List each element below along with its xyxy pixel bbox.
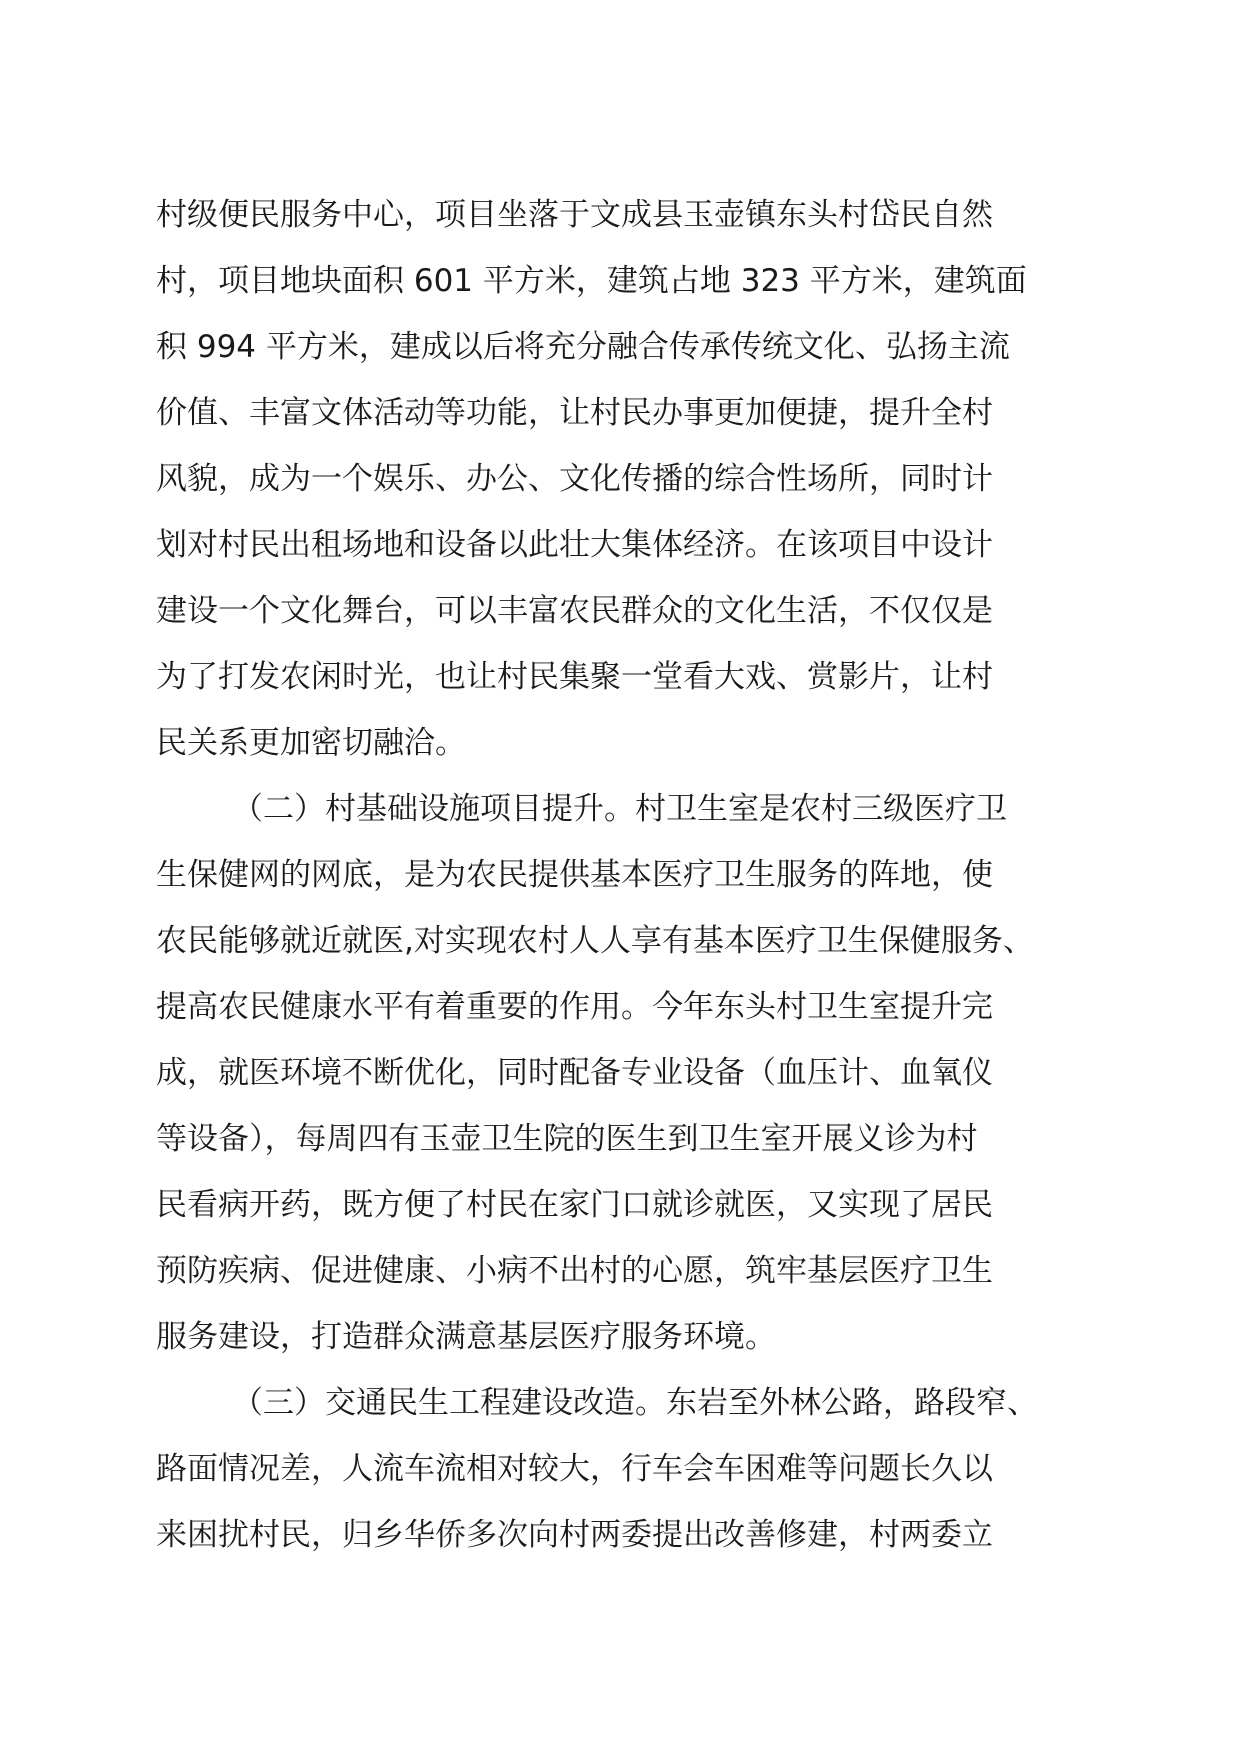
section-heading: （二）村基础设施项目提升。: [232, 791, 635, 827]
section-heading-rest: 村卫生室是农村三级医疗卫: [635, 791, 1007, 827]
paragraph-transportation: [156, 1370, 1092, 1568]
text-line: 成，就医环境不断优化，同时配备专业设备（血压计、血氧仪: [156, 1055, 993, 1091]
text-line: 农民能够就近就医,对实现农村人人享有基本医疗卫生保健服务、: [156, 923, 1034, 959]
text-line: 等设备），每周四有玉壶卫生院的医生到卫生室开展义诊为村: [156, 1121, 978, 1157]
text-line: 生保健网的网底，是为农民提供基本医疗卫生服务的阵地，使: [156, 857, 993, 893]
text-line: 价值、丰富文体活动等功能，让村民办事更加便捷，提升全村: [156, 395, 993, 431]
text-line: 为了打发农闲时光，也让村民集聚一堂看大戏、赏影片，让村: [156, 659, 993, 695]
text-line: 风貌，成为一个娱乐、办公、文化传播的综合性场所，同时计: [156, 461, 993, 497]
text-line: 建设一个文化舞台，可以丰富农民群众的文化生活，不仅仅是: [156, 593, 993, 629]
text-line: 划对村民出租场地和设备以此壮大集体经济。在该项目中设计: [156, 527, 993, 563]
section-heading: （三）交通民生工程建设改造。: [232, 1385, 666, 1421]
text-line: 村级便民服务中心，项目坐落于文成县玉壶镇东头村岱民自然: [156, 197, 993, 233]
text-line: 民关系更加密切融洽。: [156, 725, 466, 761]
paragraph-village-service-center: [156, 182, 1092, 776]
text-line: 村，项目地块面积 601 平方米，建筑占地 323 平方米，建筑面: [156, 263, 1027, 299]
text-line-first: [156, 1370, 1092, 1436]
paragraph-infrastructure: [156, 776, 1092, 1370]
text-line: 路面情况差，人流车流相对较大，行车会车困难等问题长久以: [156, 1451, 993, 1487]
text-line: 服务建设，打造群众满意基层医疗服务环境。: [156, 1319, 776, 1355]
text-line-first: [156, 776, 1092, 842]
text-line: 民看病开药，既方便了村民在家门口就诊就医，又实现了居民: [156, 1187, 993, 1223]
document-body: [156, 182, 1092, 1568]
text-line: 提高农民健康水平有着重要的作用。今年东头村卫生室提升完: [156, 989, 993, 1025]
section-heading-rest: 东岩至外林公路，路段窄、: [666, 1385, 1038, 1421]
text-line: 积 994 平方米，建成以后将充分融合传承传统文化、弘扬主流: [156, 329, 1010, 365]
text-line: 预防疾病、促进健康、小病不出村的心愿，筑牢基层医疗卫生: [156, 1253, 993, 1289]
text-line: 来困扰村民，归乡华侨多次向村两委提出改善修建，村两委立: [156, 1517, 993, 1553]
